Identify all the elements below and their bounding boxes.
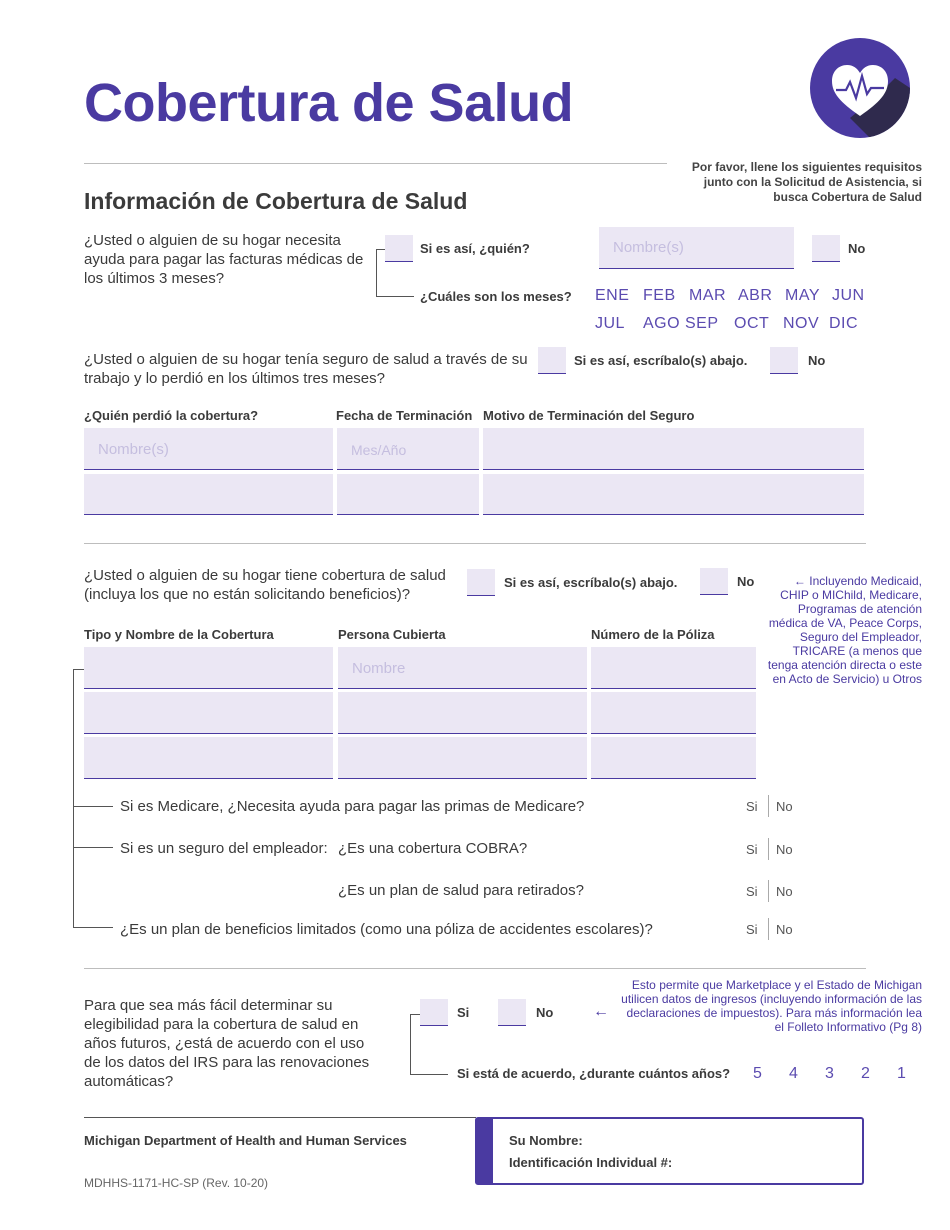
q3-bracket-tick-2 [73,847,113,848]
q3-sub1-no[interactable]: No [776,799,793,814]
q1-no-label: No [848,241,866,256]
q3-person-field-2[interactable] [338,692,587,734]
q4-side-note: Esto permite que Marketplace y el Estado de Michigan utilicen datos de ingresos (incluyendo información de las declaraciones de impuestos). Para más información lea el Folleto Informativo (Pg 8) [621,978,922,1034]
q3-no-checkbox[interactable] [700,568,728,595]
q4-no-label: No [536,1005,554,1020]
q1-months-label: ¿Cuáles son los meses? [420,289,572,304]
month-sep[interactable]: SEP [685,315,719,332]
q3-sub2-no[interactable]: No [776,842,793,857]
month-jul[interactable]: JUL [595,315,625,332]
q4-no-checkbox[interactable] [498,999,526,1026]
q3-type-field-2[interactable] [84,692,333,734]
q1-bracket [376,249,377,296]
q3-type-field-1[interactable] [84,647,333,689]
q3-sub-cobra: ¿Es una cobertura COBRA? [338,840,528,857]
q3-sub-medicare: Si es Medicare, ¿Necesita ayuda para pagar las primas de Medicare? [120,798,585,815]
divider-2 [84,968,866,969]
month-jun[interactable]: JUN [832,287,865,304]
q3-sub-employer: Si es un seguro del empleador: [120,840,328,857]
q3-sub3-no[interactable]: No [776,884,793,899]
q3-type-field-3[interactable] [84,737,333,779]
q2-col-reason: Motivo de Terminación del Seguro [483,408,695,423]
q4-years-label: Si está de acuerdo, ¿durante cuántos años? [457,1066,731,1081]
q2-no-checkbox[interactable] [770,347,798,374]
q3-person-field-3[interactable] [338,737,587,779]
q1-no-checkbox[interactable] [812,235,840,262]
q3-sub4-si[interactable]: Si [746,922,758,937]
q2-no-label: No [808,353,826,368]
q4-bracket-bottom [410,1074,448,1075]
section-title: Información de Cobertura de Salud [84,188,468,214]
q3-policy-field-2[interactable] [591,692,756,734]
year-option-5[interactable]: 5 [753,1065,762,1082]
q3-no-label: No [737,574,755,589]
q3-sub3-si[interactable]: Si [746,884,758,899]
q4-bracket-top [410,1014,420,1015]
q2-date-field-2[interactable] [337,474,479,515]
q3-sub1-si[interactable]: Si [746,799,758,814]
q4-bracket [410,1014,411,1074]
footer-dept: Michigan Department of Health and Human Services [84,1133,407,1148]
q1-bracket-bottom [376,296,414,297]
q4-question: Para que sea más fácil determinar su elegibilidad para la cobertura de salud en años futuros, ¿está de acuerdo con el uso de los datos del IRS para las renovaciones automáticas? [84,997,370,1090]
q3-sub-retiree: ¿Es un plan de salud para retirados? [338,882,584,899]
arrow-left-icon: ← [793,574,810,588]
footer-individual-id[interactable]: Identificación Individual #: [509,1155,673,1170]
q1-if-who-label: Si es así, ¿quién? [420,241,530,256]
month-nov[interactable]: NOV [783,315,820,332]
q1-bracket-top [376,249,385,250]
page-title: Cobertura de Salud [84,73,574,133]
q3-question: ¿Usted o alguien de su hogar tiene cobertura de salud (incluya los que no están solicitando beneficios)? [84,567,446,603]
month-apr[interactable]: ABR [738,287,773,304]
footer-divider [84,1117,476,1118]
q3-bracket-tick-3 [73,927,113,928]
q2-who-field-2[interactable] [84,474,333,515]
q3-bracket [73,669,74,927]
q3-person-placeholder: Nombre [352,660,406,677]
q2-date-placeholder: Mes/Año [351,442,407,458]
q2-reason-field-1[interactable] [483,428,864,470]
footer-form-id: MDHHS-1171-HC-SP (Rev. 10-20) [84,1176,269,1190]
year-option-4[interactable]: 4 [789,1065,798,1082]
q1-question: ¿Usted o alguien de su hogar necesita ayuda para pagar las facturas médicas de los últimos 3 meses? [84,232,364,287]
q2-col-who: ¿Quién perdió la cobertura? [84,408,259,423]
q2-yes-checkbox[interactable] [538,347,566,374]
q1-name-placeholder: Nombre(s) [613,239,684,256]
q3-bracket-tick-1 [73,806,113,807]
footer-your-name[interactable]: Su Nombre: [509,1133,583,1148]
month-mar[interactable]: MAR [689,287,727,304]
month-aug[interactable]: AGO [643,315,681,332]
q4-yes-checkbox[interactable] [420,999,448,1026]
year-option-3[interactable]: 3 [825,1065,834,1082]
q2-reason-field-2[interactable] [483,474,864,515]
q3-yes-checkbox[interactable] [467,569,495,596]
month-feb[interactable]: FEB [643,287,676,304]
q3-sub4-sep [768,918,769,940]
q3-sub2-sep [768,838,769,860]
q3-side-note [766,574,922,686]
q3-sub-limited: ¿Es un plan de beneficios limitados (como una póliza de accidentes escolares)? [120,921,653,938]
q2-col-date: Fecha de Terminación [336,408,473,423]
q3-sub2-si[interactable]: Si [746,842,758,857]
q3-sub4-no[interactable]: No [776,922,793,937]
q3-policy-field-1[interactable] [591,647,756,689]
q1-yes-checkbox[interactable] [385,235,413,262]
year-option-2[interactable]: 2 [861,1065,870,1082]
month-oct[interactable]: OCT [734,315,770,332]
q3-bracket-top [73,669,84,670]
header-divider [84,163,667,164]
q3-sub1-sep [768,795,769,817]
q3-side-note-text: Incluyendo Medicaid, CHIP o MIChild, Medicare, Programas de atención médica de VA, Peace Corps, Seguro del Empleador, TRICARE (a menos que tenga atención directa o este en Acto de Servicio) u Otros [767,574,922,686]
q2-question: ¿Usted o alguien de su hogar tenía seguro de salud a través de su trabajo y lo perdió en los últimos tres meses? [84,351,528,387]
month-jan[interactable]: ENE [595,287,630,304]
q4-si-label: Si [457,1005,470,1020]
month-dec[interactable]: DIC [829,315,859,332]
q3-col-policy: Número de la Póliza [591,627,715,642]
month-may[interactable]: MAY [785,287,820,304]
q2-who-placeholder: Nombre(s) [98,441,169,458]
arrow-left-icon: ← [593,1003,609,1020]
q2-if-write-label: Si es así, escríbalo(s) abajo. [574,353,748,368]
q3-sub3-sep [768,880,769,902]
q3-if-write-label: Si es así, escríbalo(s) abajo. [504,575,678,590]
heart-pulse-icon [810,38,910,138]
divider-1 [84,543,866,544]
q3-col-type: Tipo y Nombre de la Cobertura [84,627,274,642]
year-option-1[interactable]: 1 [897,1065,906,1082]
top-instruction-note: Por favor, llene los siguientes requisitos junto con la Solicitud de Asistencia, si busca Cobertura de Salud [691,160,922,204]
q3-policy-field-3[interactable] [591,737,756,779]
q3-col-person: Persona Cubierta [338,627,446,642]
footer-id-box [475,1117,864,1185]
